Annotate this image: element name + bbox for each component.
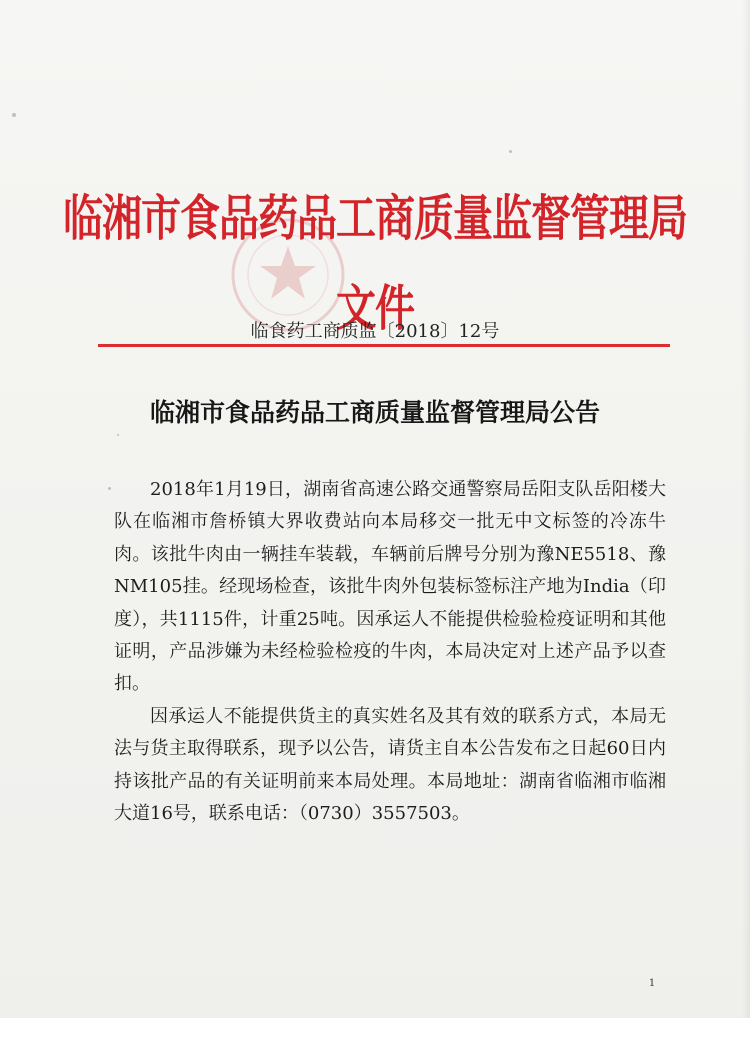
scan-speck — [117, 434, 119, 436]
page-number: 1 — [648, 978, 656, 989]
document-header-title: 临湘市食品药品工商质量监督管理局文件 — [63, 189, 687, 338]
scan-speck — [12, 113, 16, 117]
faint-bleed-text-bottom — [118, 876, 638, 892]
scan-speck — [509, 150, 512, 153]
document-number: 临食药工商质监〔2018〕12号 — [250, 321, 500, 342]
body-paragraph-1: 2018年1月19日，湖南省高速公路交通警察局岳阳支队岳阳楼大队在临湘市詹桥镇大界收费站向本局移交一批无中文标签的冷冻牛肉。该批牛肉由一辆挂车装载，车辆前后牌号分别为豫NE5518、豫NM105挂。经现场检查，该批牛肉外包装标签标注产地为India（印度），共1115件，计重25吨。因承运人不能提供检验检疫证明和其他证明，产品涉嫌为未经检验检疫的牛肉，本局决定对上述产品予以查扣。 — [114, 479, 666, 695]
body-paragraph-2: 因承运人不能提供货主的真实姓名及其有效的联系方式，本局无法与货主取得联系，现予以公告，请货主自本公告发布之日起60日内持该批产品的有关证明前来本局处理。本局地址：湖南省临湘市临湘大道16号，联系电话：（0730）3557503。 — [114, 705, 666, 825]
bottom-margin-band — [0, 1018, 750, 1040]
notice-body — [114, 474, 666, 830]
notice-title: 临湘市食品药品工商质量监督管理局公告 — [149, 398, 600, 427]
page-edge-shadow — [742, 0, 750, 1018]
faint-bleed-text-top — [520, 136, 620, 154]
scan-speck — [108, 487, 111, 490]
